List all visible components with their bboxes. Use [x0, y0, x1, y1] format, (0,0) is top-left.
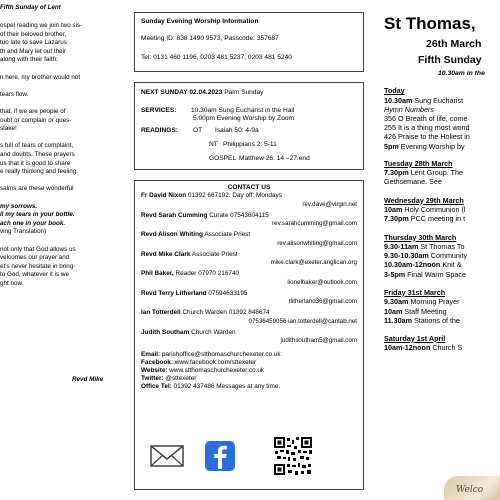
notice-day-heading: Thursday 30th March: [384, 232, 457, 242]
contact-role: Church Warden 01392 848674: [182, 309, 270, 316]
notice-text: Church S: [430, 343, 463, 353]
zoom-phone-numbers: Tel: 0131 460 1196, 0203 481 5237, 0203 481 5240: [141, 54, 292, 61]
zoom-meeting-id: Meeting ID: 838 1490 9573, Passcode: 357687: [141, 35, 279, 42]
next-sunday-name: Palm Sunday: [224, 89, 264, 96]
welcome-banner: [444, 476, 500, 500]
sunday-name: Fifth Sunday: [418, 54, 482, 66]
notice-item: [384, 114, 468, 123]
notice-item: [384, 132, 470, 141]
info-column: [134, 0, 366, 500]
notice-text: Evening Worship by: [398, 141, 465, 151]
reflection-line: ach one in your book.: [0, 219, 66, 227]
contact-role: Associate Priest: [204, 231, 251, 238]
reflection-line: ll my tears in your bottle.: [0, 211, 75, 219]
contact-role: Reader 07970 216740: [175, 270, 240, 277]
reflection-line: tears flow.: [0, 90, 29, 98]
services-label: SERVICES:: [141, 107, 177, 114]
notice-time: 7.30pm: [384, 214, 409, 224]
reflection-line: s full of tears of complaint,: [0, 142, 74, 150]
notice-text: St Thomas To: [418, 242, 465, 251]
contact-email[interactable]: lionelbaker@outlook.com: [287, 278, 357, 286]
contact-email-line: [141, 351, 281, 359]
notice-item: [384, 123, 470, 132]
reflection-line: not only that God allows us: [0, 245, 76, 253]
facebook-icon: [205, 441, 235, 471]
notice-text: Morning Prayer: [408, 297, 460, 307]
contact-person: [141, 231, 250, 239]
contact-role: Curate 07543604115: [209, 211, 269, 219]
notice-time: 3-5pm: [384, 269, 406, 279]
notice-item: [384, 105, 434, 114]
contact-name: Revd Alison Whiting: [141, 231, 203, 238]
twitter-label: Twitter:: [141, 375, 164, 382]
notice-time: 10.30am: [384, 95, 413, 105]
contact-website-line: [141, 367, 264, 375]
contact-person: [141, 290, 247, 298]
notice-text: Staff Meeting: [402, 306, 447, 316]
reflection-line: et's never hesitate in bring-: [0, 262, 76, 270]
contact-email[interactable]: 07536459056 ian.totterdell@cantab.net: [248, 317, 357, 325]
contact-name: Revd Terry Litherland: [141, 289, 207, 297]
notice-text: Lent Group. The: [408, 168, 463, 178]
notice-text: 356 O Breath of life, come: [384, 113, 468, 123]
notice-day-heading: Friday 31st March: [384, 287, 446, 297]
notice-day-heading: Saturday 1st April: [384, 333, 446, 343]
contact-role: Church Warden: [191, 328, 236, 336]
contact-email[interactable]: rev.alisonwhiting@gmail.com: [277, 239, 357, 247]
evening-worship-title: Sunday Evening Worship Information: [141, 18, 259, 25]
contact-email[interactable]: rev.sarahcumming@gmail.com: [272, 220, 357, 227]
contact-person: [141, 309, 270, 317]
contact-name: Judith Southam: [141, 328, 190, 336]
contact-person: [141, 270, 239, 278]
notice-item: [384, 142, 465, 151]
reflection-line: of their beloved brother,: [0, 30, 67, 38]
contact-twitter-line: [141, 375, 196, 383]
facebook-label: Facebook:: [141, 359, 173, 366]
notice-text: Final Warm Space: [405, 269, 467, 279]
welcome-text: Welco: [456, 485, 484, 495]
reflection-line: ospel reading we join two sis-: [0, 22, 83, 29]
notice-time: 9.30-10.30am: [384, 251, 429, 261]
notice-text: PCC meeting in t: [408, 214, 466, 224]
contact-name: Fr David Nixon: [141, 192, 187, 199]
reading-gospel: Matthew 26: 14 –27.end: [239, 155, 310, 162]
contacts-box: [134, 180, 364, 490]
reading-gospel-ref: GOSPEL: [209, 155, 237, 162]
church-title: St Thomas,: [384, 14, 476, 33]
notice-time: 7.30pm: [384, 168, 409, 178]
readings-label: READINGS:: [141, 127, 178, 134]
contact-person: [141, 329, 236, 337]
notice-item: [384, 260, 462, 269]
next-sunday-box: [134, 82, 364, 170]
reflection-line: my sorrows.: [0, 202, 38, 210]
contact-name: Revd Sarah Cumming: [141, 211, 208, 219]
twitter-value[interactable]: @sttexeter: [165, 375, 197, 382]
contact-email[interactable]: tlitherland36@gmail.com: [288, 298, 357, 305]
reflection-line: e really thinking and feeling.: [0, 168, 79, 176]
office-value: 01392 437486 Messages at any time.: [173, 383, 281, 390]
reflection-line: salms are these wonderful: [0, 185, 74, 193]
contact-role: 01392 667192. Day off: Mondays: [187, 192, 282, 199]
notice-text: Gethsemane. See: [384, 177, 442, 187]
notice-time: 9.30-11am: [384, 242, 419, 251]
notice-text: Hymn Numbers: [384, 104, 434, 114]
notice-text: Sung Eucharist: [412, 95, 464, 105]
reading-ot-ref: OT: [193, 127, 203, 134]
office-label: Office Tel:: [141, 383, 172, 390]
contact-office-line: [141, 383, 280, 391]
notice-item: [384, 177, 442, 186]
notice-item: [384, 96, 463, 105]
contacts-heading: CONTACT US: [227, 184, 271, 191]
contact-facebook-line: [141, 359, 256, 367]
service-time: 10.30am in the: [438, 70, 485, 77]
notice-day-heading: Wednesday 29th March: [384, 195, 464, 205]
notices-column: [378, 0, 500, 500]
email-label: Email:: [141, 351, 161, 358]
contact-name: Revd Mike Clark: [141, 250, 191, 258]
website-value[interactable]: www.stthomaschurchexeter.co.uk: [169, 367, 265, 374]
service-1: 10.30am Sung Eucharist in the Hall: [191, 107, 295, 114]
notice-item: [384, 270, 466, 279]
contact-role: 07594633195: [208, 289, 248, 297]
reflection-line: along with their faith:: [0, 56, 58, 64]
reflection-line: us that it is good to share: [0, 159, 71, 167]
notice-text: Stations of the: [411, 315, 460, 325]
contact-person: [141, 192, 282, 200]
notice-time: 10am: [384, 205, 403, 215]
notice-day-heading: Tuesday 28th March: [384, 158, 453, 168]
notice-item: [384, 297, 460, 306]
notice-time: 11.30am: [384, 315, 412, 325]
reflection-line: and doubts. These prayers: [0, 151, 75, 158]
notice-item: [384, 168, 463, 177]
reflection-signature: Revd Mike: [72, 376, 104, 383]
contact-person: [141, 251, 238, 259]
evening-worship-box: [134, 12, 364, 72]
notice-day-heading: Today: [384, 86, 405, 95]
envelope-icon: [149, 441, 187, 471]
notice-item: [384, 214, 465, 223]
notice-time: 9.30am: [384, 297, 409, 307]
reflection-line: ght now.: [0, 280, 24, 287]
notice-time: 10.30am-12noon: [384, 260, 441, 270]
email-value[interactable]: parishoffice@stthomaschurchexeter.co.uk: [161, 351, 281, 358]
reflection-line: ving Translation): [0, 228, 47, 236]
notice-time: 5pm: [384, 141, 399, 151]
contact-name: Phil Baker,: [141, 270, 174, 277]
qr-code-icon[interactable]: [273, 436, 313, 476]
notice-item: [384, 251, 467, 260]
notice-text: 255 It is a thing most wond: [384, 123, 470, 133]
service-2: 5.00pm Evening Worship by Zoom: [193, 115, 295, 122]
contact-email[interactable]: judithsoutham5@gmail.com: [280, 337, 357, 344]
facebook-value[interactable]: www.facebook.com/sttexeter: [174, 359, 257, 366]
notice-item: [384, 316, 460, 325]
reading-ot: Isaiah 50: 4-9a: [215, 127, 259, 134]
notice-item: [384, 205, 466, 214]
notice-time: 10am: [384, 306, 403, 316]
reflection-line: th and Mary let out their: [0, 47, 67, 55]
notice-text: 426 Praise to the Holiest in: [384, 132, 470, 142]
website-label: Website:: [141, 367, 168, 374]
contact-email[interactable]: rev.dave@virgin.net: [302, 200, 357, 208]
notice-text: Knit &: [440, 260, 462, 270]
notice-item: [384, 343, 462, 352]
bulletin-date: 26th March: [426, 38, 482, 50]
notice-text: Community: [428, 251, 468, 261]
contact-name: Ian Totterdell: [141, 309, 181, 316]
contact-email[interactable]: mike.clark@exeter.anglican.org: [270, 259, 357, 266]
notice-text: Holy Communion (l: [402, 205, 466, 215]
reflection-line: to God, whatever it is we: [0, 271, 69, 279]
reflection-line: that, if we are people of: [0, 108, 66, 115]
reflection-line: velcomes our prayer and: [0, 254, 70, 262]
notice-time: 10am-12noon: [384, 343, 431, 353]
reflection-line: stake!: [0, 125, 17, 133]
reading-nt-ref: NT: [209, 141, 218, 148]
reading-nt: Philippians 2: 5-11: [223, 141, 277, 148]
next-sunday-date: NEXT SUNDAY 02.04.2023: [141, 89, 223, 96]
notice-item: [384, 307, 447, 316]
reflection-line: n here, my brother would not: [0, 73, 81, 81]
reflection-line: too late to save Lazarus: [0, 39, 67, 47]
notice-item: [384, 242, 464, 251]
contact-role: Associate Priest: [191, 250, 238, 258]
reflection-title: Fifth Sunday of Lent: [0, 4, 61, 11]
reflection-column: [0, 0, 133, 500]
reflection-line: oubt or complain or ques-: [0, 116, 72, 124]
next-sunday-heading: [141, 88, 263, 97]
contact-person: [141, 212, 269, 220]
